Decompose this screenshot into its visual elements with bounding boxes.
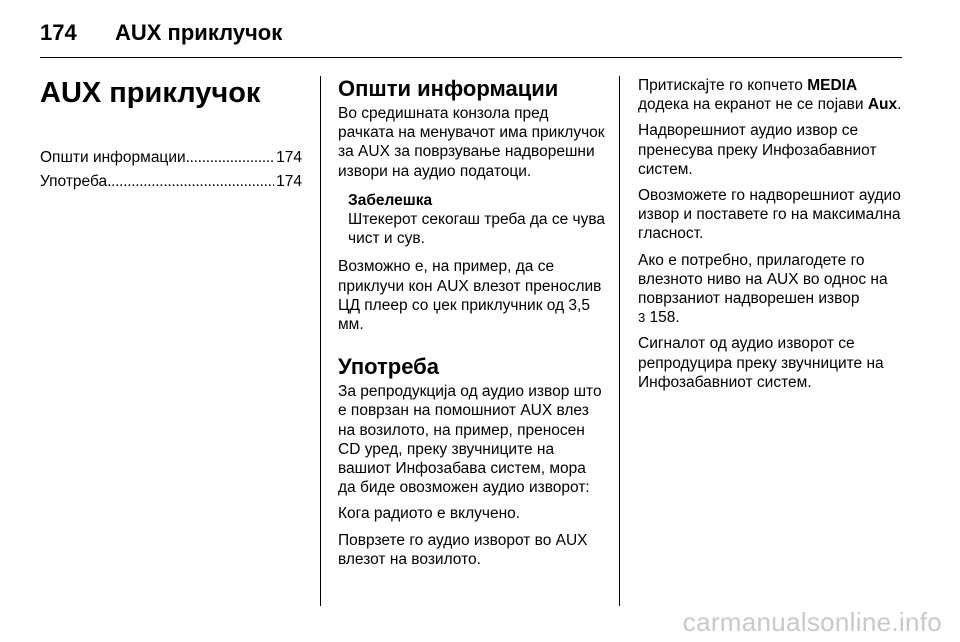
toc-label: Употреба bbox=[40, 173, 108, 190]
paragraph-reference bbox=[638, 251, 908, 328]
page-number: 174 bbox=[40, 20, 77, 45]
toc-entry-general[interactable] bbox=[40, 146, 302, 170]
toc-dot-leader bbox=[186, 146, 274, 170]
text-span: . bbox=[897, 96, 902, 114]
paragraph: За репродукција од аудио извор што е поврзан на помошниот AUX влез на возилото, на пример, преносен CD уред, преку звучниците на вашиот Инфозабавa систем, мора да биде овозможен аудио изворот: bbox=[338, 383, 602, 497]
paragraph: Кога радиото е вклучено. bbox=[338, 505, 521, 523]
note-text: Штекерот секогаш треба да се чува чист и сув. bbox=[348, 211, 606, 248]
text-span: Ако е потребно, прилагодете го влезното ниво на AUX во однос на поврзаниот надворешен извор bbox=[638, 251, 888, 308]
toc-column bbox=[40, 76, 302, 194]
text-span: Притискајте го копчето bbox=[638, 77, 808, 94]
paragraph: Надворешниот аудио извор се пренесува преку Инфозабавниот систем. bbox=[638, 122, 877, 178]
paragraph: Поврзете го аудио изворот во AUX влезот на возилото. bbox=[338, 531, 588, 568]
media-button-label: MEDIA bbox=[807, 77, 858, 94]
column-divider bbox=[619, 76, 620, 606]
toc-entry-usage[interactable] bbox=[40, 170, 302, 194]
note-box bbox=[338, 191, 606, 249]
body-column-right bbox=[638, 76, 908, 399]
note-title: Забелешка bbox=[348, 191, 433, 209]
body-column-middle bbox=[338, 76, 606, 576]
running-title: AUX приклучок bbox=[115, 20, 283, 45]
toc-label: Општи информации bbox=[40, 149, 186, 166]
chapter-title: AUX приклучок bbox=[40, 77, 261, 109]
section-heading-general: Општи информации bbox=[338, 76, 559, 101]
toc-dot-leader bbox=[107, 170, 274, 194]
paragraph: Во средишната конзола пред рачката на менувачот има приклучок за AUX за поврзување надворешни извори на аудио податоци. bbox=[338, 105, 605, 180]
toc-page: 174 bbox=[276, 149, 302, 166]
page-reference[interactable]: 158. bbox=[645, 309, 680, 327]
text-span: додека на екранот не се појави bbox=[638, 96, 868, 114]
column-divider bbox=[320, 76, 321, 606]
paragraph: Возможно е, на пример, да се приклучи кон AUX влезот пренослив ЦД плеер со џек приклучник од 3,5 мм. bbox=[338, 258, 602, 334]
paragraph: Сигналот од аудио изворот се репродуцира преку звучниците на Инфозабавниот систем. bbox=[638, 335, 884, 391]
page-header bbox=[40, 14, 902, 58]
watermark: carmanualsonline.info bbox=[682, 607, 942, 637]
aux-display-label: Aux bbox=[867, 96, 898, 114]
toc-page: 174 bbox=[276, 173, 302, 190]
page-reference-arrow-icon: 3 bbox=[638, 310, 646, 326]
section-heading-usage: Употреба bbox=[338, 354, 440, 380]
paragraph: Овозможете го надворешниот аудио извор и поставете го на максимална гласност. bbox=[638, 187, 901, 243]
paragraph-media bbox=[638, 76, 908, 114]
